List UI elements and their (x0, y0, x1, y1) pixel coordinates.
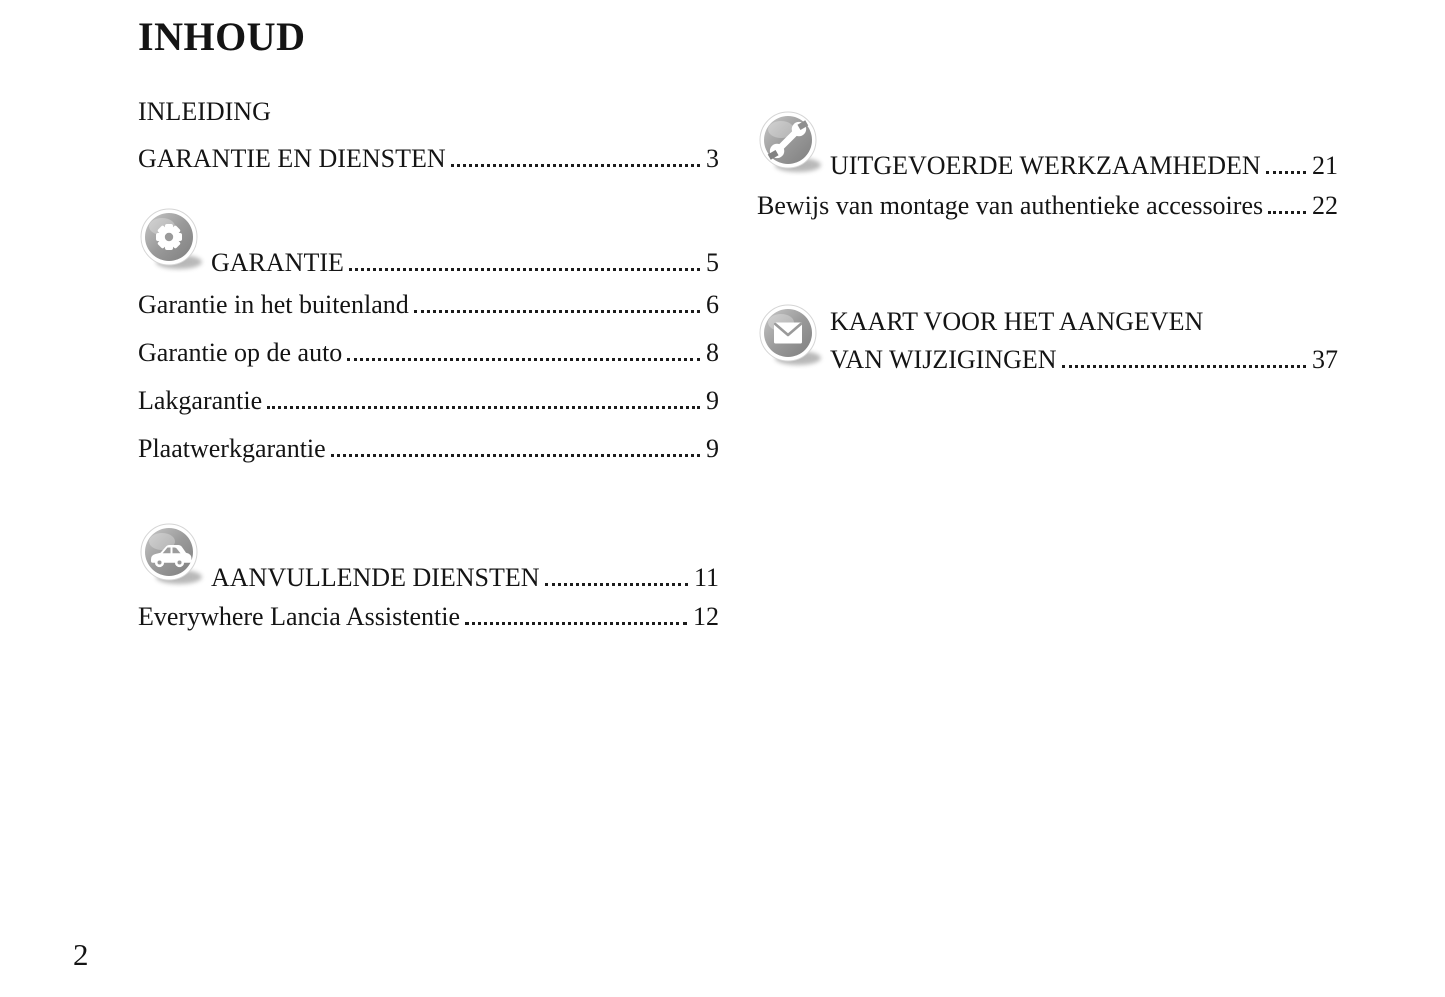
toc-entry-lakgarantie (138, 385, 719, 417)
toc-entry-page: 6 (706, 290, 719, 319)
dot-leader (414, 310, 700, 313)
section-title: AANVULLENDE DIENSTEN (211, 563, 540, 592)
right-column (757, 110, 1338, 379)
garantie-entries (138, 289, 719, 465)
wrench-icon (757, 110, 827, 176)
toc-entry-label: Garantie in het buitenland (138, 290, 409, 319)
dot-leader (451, 164, 700, 167)
section-title-line2: VAN WIJZIGINGEN (830, 345, 1057, 374)
dot-leader (331, 454, 700, 457)
page-title: INHOUD (138, 14, 306, 59)
section-heading-garantie (138, 207, 719, 277)
dot-leader (465, 622, 687, 625)
toc-entry-page: 8 (706, 338, 719, 367)
section-heading-inleiding: INLEIDING (138, 97, 271, 126)
toc-entry-garantie-en-diensten (138, 143, 719, 175)
dot-leader (347, 358, 700, 361)
toc-entry-page: 22 (1312, 191, 1338, 220)
section-page: 11 (693, 563, 719, 592)
section-title: GARANTIE (211, 248, 344, 277)
toc-entry-label: Bewijs van montage van authentieke accessoires (757, 191, 1264, 220)
left-column (138, 96, 719, 649)
toc-entry-label: Everywhere Lancia Assistentie (138, 602, 460, 631)
dot-leader (349, 268, 700, 271)
dot-leader (1062, 365, 1306, 368)
toc-entry-page: 9 (706, 386, 719, 415)
dot-leader (545, 583, 688, 586)
aanvullende-entries (138, 601, 719, 633)
toc-entry-page: 3 (706, 144, 719, 173)
section-heading-uitgevoerde-werkzaamheden (757, 110, 1338, 180)
toc-entry-plaatwerkgarantie (138, 433, 719, 465)
section-title-line2-row (830, 341, 1338, 379)
toc-entry-page: 9 (706, 434, 719, 463)
dot-leader (267, 406, 700, 409)
toc-entry-everywhere-lancia (138, 601, 719, 633)
section-title: UITGEVOERDE WERKZAAMHEDEN (830, 151, 1261, 180)
section-title-line1: KAART VOOR HET AANGEVEN (830, 307, 1204, 336)
section-page: 5 (706, 248, 719, 277)
gear-icon (138, 207, 208, 273)
dot-leader (1266, 171, 1306, 174)
dot-leader (1268, 211, 1306, 214)
toc-entry-label: Plaatwerkgarantie (138, 434, 326, 463)
envelope-icon (757, 303, 827, 369)
car-icon (138, 522, 208, 588)
section-heading-kaart-wijzigingen (757, 303, 1338, 379)
section-heading-aanvullende-diensten (138, 522, 719, 592)
werkzaamheden-entries (757, 190, 1338, 222)
page-number: 2 (73, 937, 89, 972)
toc-entry-garantie-auto (138, 337, 719, 369)
toc-entry-page: 12 (693, 602, 719, 631)
section-page: 21 (1312, 151, 1338, 180)
toc-entry-garantie-buitenland (138, 289, 719, 321)
toc-entry-label: GARANTIE EN DIENSTEN (138, 144, 446, 173)
toc-entry-bewijs-montage (757, 190, 1338, 222)
toc-entry-label: Lakgarantie (138, 386, 263, 415)
toc-entry-label: Garantie op de auto (138, 338, 343, 367)
section-page: 37 (1312, 345, 1338, 374)
